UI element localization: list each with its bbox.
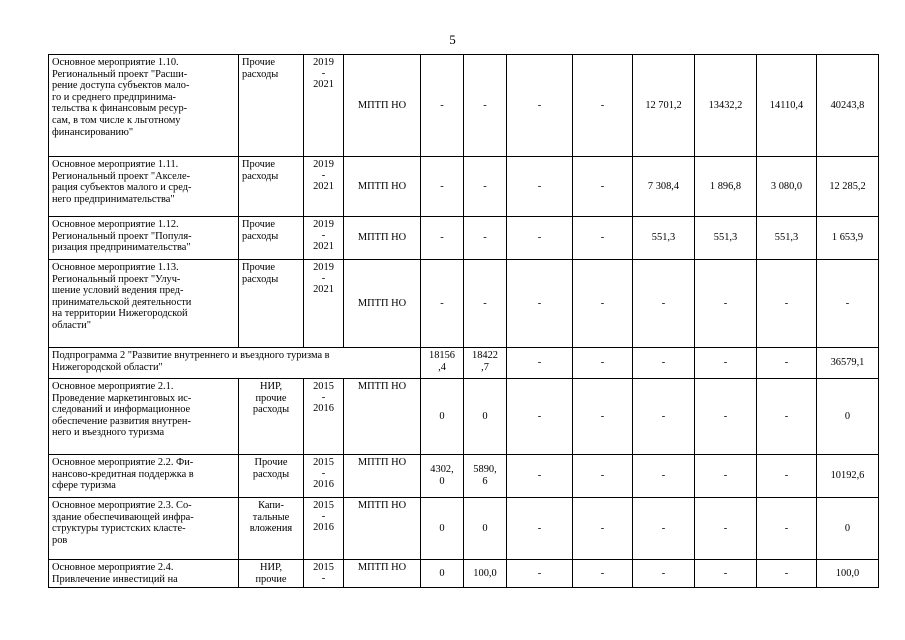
- expense-type-cell: Прочие расходы: [239, 157, 304, 217]
- expense-type-cell: Прочие расходы: [239, 217, 304, 260]
- value-cell: -: [573, 348, 633, 379]
- total-cell: -: [817, 260, 879, 348]
- measure-name-cell: Основное мероприятие 1.11. Региональный проект "Акселе- рация субъектов малого и сред- него предпринимательства": [49, 157, 239, 217]
- expense-type-cell: Капи- тальные вложения: [239, 498, 304, 560]
- value-cell: -: [507, 560, 573, 588]
- years-cell: 2019 - 2021: [304, 260, 344, 348]
- value-cell: 18156 ,4: [421, 348, 464, 379]
- value-cell: -: [421, 217, 464, 260]
- value-cell: -: [757, 498, 817, 560]
- value-cell: 0: [464, 498, 507, 560]
- measure-name-cell: Основное мероприятие 2.4. Привлечение инвестиций на: [49, 560, 239, 588]
- measure-name-cell: Основное мероприятие 1.10. Региональный проект "Расши- рение доступа субъектов мало- го и среднего предпринима- тельства к финансовым ресур- сам, в том числе к льготному финансированию": [49, 55, 239, 157]
- value-cell: -: [507, 348, 573, 379]
- value-cell: -: [695, 348, 757, 379]
- value-cell: -: [633, 498, 695, 560]
- value-cell: -: [695, 560, 757, 588]
- value-cell: -: [421, 55, 464, 157]
- years-cell: 2019 - 2021: [304, 217, 344, 260]
- value-cell: -: [507, 260, 573, 348]
- value-cell: -: [757, 260, 817, 348]
- value-cell: -: [464, 157, 507, 217]
- value-cell: 551,3: [757, 217, 817, 260]
- table-row: [49, 260, 879, 348]
- years-cell: 2015 - 2016: [304, 498, 344, 560]
- value-cell: -: [633, 379, 695, 455]
- total-cell: 0: [817, 498, 879, 560]
- budget-table: [48, 54, 879, 588]
- executor-cell: МПТП НО: [344, 260, 421, 348]
- value-cell: -: [573, 260, 633, 348]
- executor-cell: МПТП НО: [344, 560, 421, 588]
- value-cell: -: [507, 379, 573, 455]
- value-cell: 0: [421, 560, 464, 588]
- expense-type-cell: НИР, прочие: [239, 560, 304, 588]
- value-cell: 100,0: [464, 560, 507, 588]
- value-cell: -: [507, 55, 573, 157]
- value-cell: -: [695, 379, 757, 455]
- value-cell: 4302, 0: [421, 455, 464, 498]
- measure-name-cell: Основное мероприятие 2.2. Фи- нансово-кредитная поддержка в сфере туризма: [49, 455, 239, 498]
- value-cell: -: [757, 348, 817, 379]
- value-cell: -: [757, 560, 817, 588]
- value-cell: -: [421, 157, 464, 217]
- value-cell: -: [633, 260, 695, 348]
- expense-type-cell: НИР, прочие расходы: [239, 379, 304, 455]
- total-cell: 40243,8: [817, 55, 879, 157]
- table-row: [49, 217, 879, 260]
- value-cell: 3 080,0: [757, 157, 817, 217]
- value-cell: -: [573, 157, 633, 217]
- value-cell: 18422 ,7: [464, 348, 507, 379]
- expense-type-cell: Прочие расходы: [239, 55, 304, 157]
- value-cell: -: [695, 455, 757, 498]
- table-row: [49, 560, 879, 588]
- measure-name-cell: Основное мероприятие 1.12. Региональный проект "Популя- ризация предпринимательства": [49, 217, 239, 260]
- table-row: [49, 55, 879, 157]
- executor-cell: МПТП НО: [344, 55, 421, 157]
- table-row: [49, 498, 879, 560]
- value-cell: -: [757, 379, 817, 455]
- value-cell: 551,3: [695, 217, 757, 260]
- subprogram-name-cell: Подпрограмма 2 "Развитие внутреннего и въездного туризма в Нижегородской области": [49, 348, 421, 379]
- total-cell: 100,0: [817, 560, 879, 588]
- expense-type-cell: Прочие расходы: [239, 455, 304, 498]
- years-cell: 2015 - 2016: [304, 379, 344, 455]
- measure-name-cell: Основное мероприятие 2.3. Со- здание обеспечивающей инфра- структуры туристских класте- ров: [49, 498, 239, 560]
- expense-type-cell: Прочие расходы: [239, 260, 304, 348]
- value-cell: -: [633, 560, 695, 588]
- value-cell: -: [464, 260, 507, 348]
- executor-cell: МПТП НО: [344, 157, 421, 217]
- total-cell: 0: [817, 379, 879, 455]
- total-cell: 10192,6: [817, 455, 879, 498]
- total-cell: 36579,1: [817, 348, 879, 379]
- years-cell: 2019 - 2021: [304, 157, 344, 217]
- value-cell: -: [695, 498, 757, 560]
- table-row: [49, 455, 879, 498]
- years-cell: 2015 - 2016: [304, 455, 344, 498]
- table-row: [49, 379, 879, 455]
- value-cell: 13432,2: [695, 55, 757, 157]
- value-cell: -: [573, 217, 633, 260]
- value-cell: 1 896,8: [695, 157, 757, 217]
- executor-cell: МПТП НО: [344, 498, 421, 560]
- value-cell: -: [507, 157, 573, 217]
- value-cell: -: [507, 217, 573, 260]
- value-cell: 0: [421, 379, 464, 455]
- value-cell: -: [464, 55, 507, 157]
- value-cell: -: [633, 455, 695, 498]
- value-cell: -: [507, 455, 573, 498]
- value-cell: -: [573, 560, 633, 588]
- value-cell: -: [695, 260, 757, 348]
- value-cell: -: [633, 348, 695, 379]
- value-cell: 551,3: [633, 217, 695, 260]
- value-cell: -: [507, 498, 573, 560]
- value-cell: -: [573, 498, 633, 560]
- value-cell: 0: [464, 379, 507, 455]
- measure-name-cell: Основное мероприятие 2.1. Проведение маркетинговых ис- следований и информационное обеспечение развития внутрен- него и въездного туризма: [49, 379, 239, 455]
- value-cell: 0: [421, 498, 464, 560]
- value-cell: 7 308,4: [633, 157, 695, 217]
- total-cell: 1 653,9: [817, 217, 879, 260]
- value-cell: 12 701,2: [633, 55, 695, 157]
- value-cell: -: [757, 455, 817, 498]
- executor-cell: МПТП НО: [344, 217, 421, 260]
- total-cell: 12 285,2: [817, 157, 879, 217]
- executor-cell: МПТП НО: [344, 455, 421, 498]
- executor-cell: МПТП НО: [344, 379, 421, 455]
- value-cell: -: [573, 55, 633, 157]
- value-cell: -: [464, 217, 507, 260]
- value-cell: -: [421, 260, 464, 348]
- subprogram-row: [49, 348, 879, 379]
- years-cell: 2019 - 2021: [304, 55, 344, 157]
- value-cell: -: [573, 455, 633, 498]
- value-cell: 14110,4: [757, 55, 817, 157]
- years-cell: 2015 -: [304, 560, 344, 588]
- table-row: [49, 157, 879, 217]
- value-cell: 5890, 6: [464, 455, 507, 498]
- measure-name-cell: Основное мероприятие 1.13. Региональный проект "Улуч- шение условий ведения пред- принимательской деятельности на территории Нижегородской области": [49, 260, 239, 348]
- value-cell: -: [573, 379, 633, 455]
- page-number: 5: [449, 32, 456, 47]
